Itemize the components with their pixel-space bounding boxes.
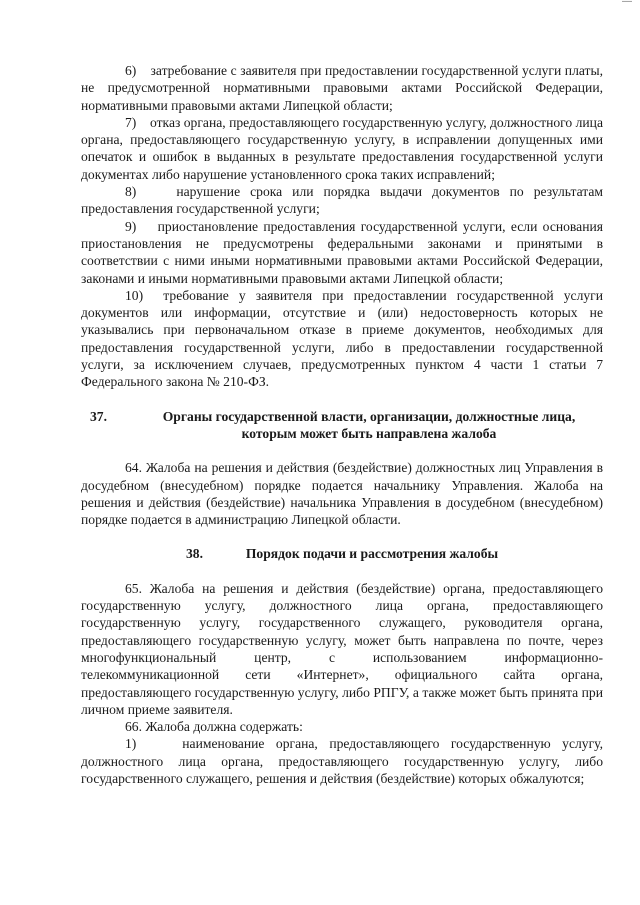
list-item-number: 10) [125,287,144,303]
list-item-number: 8) [125,184,137,200]
list-item-text: отказ органа, предоставляющего государственную услугу, должностного лица органа, предоставляющего государственную услугу, в исправлении допущенных ими опечаток и ошибок в выданных в результате предоставления государственной услуги документах либо нарушение установленного срока таких исправлений; [81,114,603,182]
corner-mark: — [622,0,632,7]
section-number: 37. [90,408,107,424]
section-title: Порядок подачи и рассмотрения жалобы [245,546,499,562]
list-item-number: 7) [125,114,137,130]
document-body [81,62,603,787]
list-item-1 [81,735,603,787]
list-item-7 [81,114,603,183]
list-item-number: 1) [125,736,137,752]
paragraph-64: 64. Жалоба на решения и действия (бездействие) должностных лиц Управления в досудебном (внесудебном) порядке подается начальнику Управления. Жалоба на решения и действия (бездействие) начальника Управления в досудебном (внесудебном) порядке подается в администрацию Липецкой области. [81,460,603,528]
list-item-9 [81,218,603,287]
section-title-line1: Органы государственной власти, организации, должностные лица, [162,408,576,424]
list-item-text: затребование с заявителя при предоставлении государственной услуги платы, не предусмотренной нормативными правовыми актами Российской Федерации, нормативными правовыми актами Липецкой области; [81,63,604,113]
list-item-text: приостановление предоставления государственной услуги, если основания приостановления не предусмотрены федеральными законами и принятыми в соответствии с ними иными нормативными правовыми актами Российской Федерации, законами и иными нормативными правовыми актами Липецкой области; [81,218,603,286]
list-item-6 [81,62,603,114]
list-item-8 [81,183,603,218]
list-item-10 [81,287,603,391]
section-number: 38. [186,546,203,562]
list-item-number: 6) [125,63,137,78]
paragraph-65: 65. Жалоба на решения и действия (бездействие) органа, предоставляющего государственную услугу, должностного лица органа, предоставляющего государственную услугу, государственного служащего, руководителя органа, предоставляющего государственную услугу, может быть направлена по почте, через многофункциональный центр, с использованием информационно-телекоммуникационной сети «Интернет», официального сайта органа, предоставляющего государственную услугу, либо РПГУ, а также может быть принята при личном приеме заявителя. [81,580,603,717]
list-item-text: наименование органа, предоставляющего государственную услугу, должностного лица органа, предоставляющего государственную услугу, либо государственного служащего, решения и действия (бездействие) которых обжалуются; [81,736,603,786]
paragraph-66: 66. Жалоба должна содержать: [125,719,303,735]
list-item-number: 9) [125,218,137,234]
section-heading-38 [81,545,603,562]
section-title-line2: которым может быть направлена жалоба [241,425,497,441]
list-item-text: нарушение срока или порядка выдачи документов по результатам предоставления государственной услуги; [81,184,603,217]
section-heading-37 [81,408,603,443]
list-item-text: требование у заявителя при предоставлении государственной услуги документов или информации, отсутствие и (или) недостоверность которых не указывались при первоначальном отказе в приеме документов, необходимых для предоставления государственной услуги, либо в предоставлении государственной услуги, за исключением случаев, предусмотренных пунктом 4 части 1 статьи 7 Федерального закона № 210-ФЗ. [81,287,603,390]
